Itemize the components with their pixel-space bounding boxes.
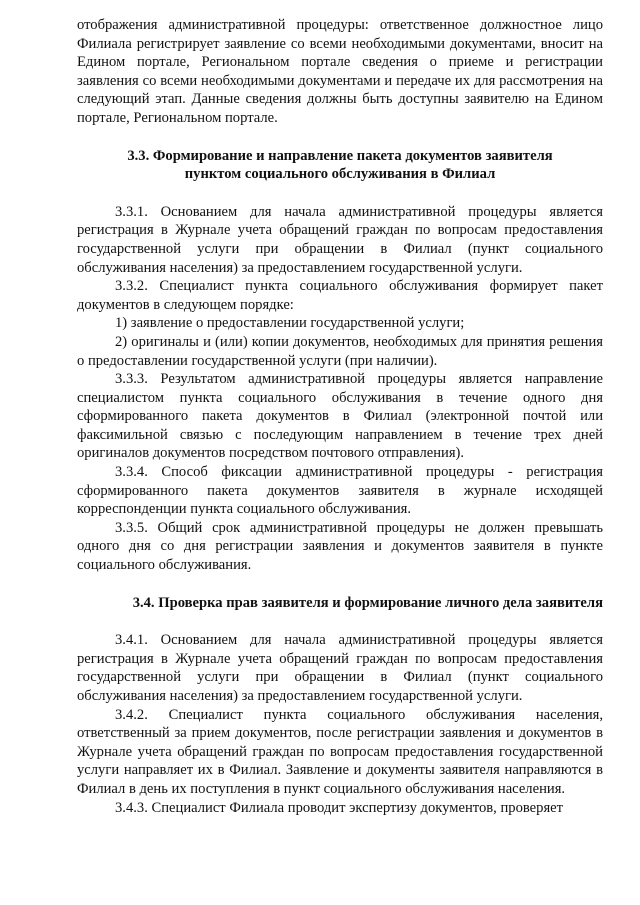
section-heading-3-4: 3.4. Проверка прав заявителя и формирование личного дела заявителя — [132, 594, 603, 611]
spacer — [77, 612, 603, 631]
paragraph-3-4-3: 3.4.3. Специалист Филиала проводит экспертизу документов, проверяет — [115, 799, 564, 816]
paragraph-3-3-4: 3.3.4. Способ фиксации административной процедуры - регистрация сформированного пакета документов заявителя в журнале исходящей корреспонденции пункта социального обслуживания. — [77, 464, 603, 518]
paragraph-3-3-2: 3.3.2. Специалист пункта социального обслуживания формирует пакет документов в следующем порядке: — [77, 278, 603, 313]
section-heading-3-3-line1: 3.3. Формирование и направление пакета документов заявителя — [127, 147, 553, 164]
spacer — [77, 575, 603, 594]
list-item-2: 2) оригиналы и (или) копии документов, необходимых для принятия решения о предоставлении государственной услуги (при наличии). — [77, 333, 603, 369]
section-heading-3-3-line2: пунктом социального обслуживания в Филиал — [184, 166, 496, 183]
paragraph-3-4-2: 3.4.2. Специалист пункта социального обслуживания населения, ответственный за прием документов, после регистрации заявления и документов в Журнале учета обращений граждан по вопросам предоставления государственной услуги направляет их в Филиал. Заявление и документы заявителя направляются в Филиал в день их поступления в пункт социального обслуживания населения. — [77, 706, 603, 797]
paragraph-3-3-3: 3.3.3. Результатом административной процедуры является направление специалистом пункта социального обслуживания в течение одного дня сформированного пакета документов в Филиал (электронной почтой или факсимильной связью с последующим направлением в течение трех дней оригиналов документов посредством почтового отправления). — [77, 371, 603, 462]
spacer — [77, 184, 603, 203]
paragraph-3-3-5: 3.3.5. Общий срок административной процедуры не должен превышать одного дня со дня регистрации заявления и документов заявителя в пункте социального обслуживания. — [77, 519, 603, 574]
paragraph-3-4-1: 3.4.1. Основанием для начала административной процедуры является регистрация в Журнале учета обращений граждан по вопросам предоставления государственной услуги при обращении в Филиал (пункт социального обслуживания населения) за предоставлением государственной услуги. — [77, 632, 603, 704]
paragraph-intro: отображения административной процедуры: ответственное должностное лицо Филиала регистрирует заявление со всеми необходимыми документами, вносит на Едином портале, Региональном портале сведения о приеме и регистрации заявления со всеми необходимыми документами и передаче их для рассмотрения на следующий этап. Данные сведения должны быть доступны заявителю на Едином портале, Региональном портале. — [77, 17, 603, 126]
document-page — [77, 16, 603, 817]
spacer — [77, 128, 603, 147]
list-item-1: 1) заявление о предоставлении государственной услуги; — [115, 315, 465, 332]
paragraph-3-3-1: 3.3.1. Основанием для начала административной процедуры является регистрация в Журнале учета обращений граждан по вопросам предоставления государственной услуги при обращении в Филиал (пункт социального обслуживания населения) за предоставлением государственной услуги. — [77, 203, 603, 276]
